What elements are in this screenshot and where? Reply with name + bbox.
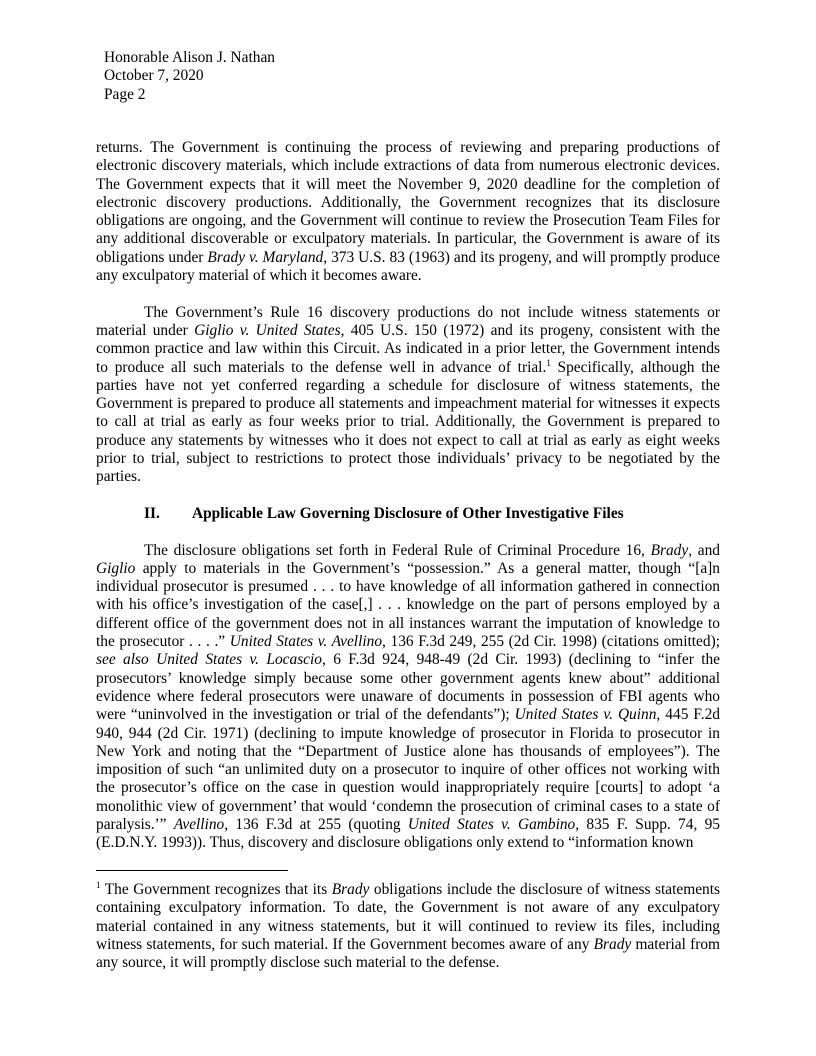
case-citation: Giglio [96,559,136,577]
case-citation: United States v. Quinn [514,706,657,724]
case-citation: Brady [593,935,632,953]
text-run: returns. The Government is continuing the process of reviewing and preparing productions of electronic discovery materials, which include extractions of data from numerous electronic devices. The Government expects that it will meet the November 9, 2020 deadline for the completion of electronic discovery productions. Additionally, the Government recognizes that its disclosure obligations are ongoing, and the Government will continue to review the Prosecution Team Files for any additional discoverable or exculpatory materials. In particular, the Government is aware of its obligations under [96,139,720,266]
date-line: October 7, 2020 [104,67,204,85]
text-run: , 835 F. Supp. 74, 95 (E.D.N.Y. 1993)). Thus, discovery and disclosure obligations only extend to “information known [96,815,720,852]
text-run: Specifically, although the parties have not yet conferred regarding a schedule for disclosure of witness statements, the Government is prepared to produce all statements and impeachment material for witnesses it expects to call at trial as early as four weeks prior to trial. Additionally, the Government is prepared to produce any statements by witnesses who it does not expect to call at trial as early as eight weeks prior to trial, subject to restrictions to protect those individuals’ privacy to be negotiated by the parties. [96,358,720,486]
case-citation: United States v. Avellino [229,633,383,651]
recipient-line: Honorable Alison J. Nathan [104,49,275,66]
footnote-marker: 1 [96,879,101,890]
footnote [96,881,720,972]
text-run: , 445 F.2d 940, 944 (2d Cir. 1971) (declining to impute knowledge of prosecutor in Florida to prosecutor in New York and noting that the “Department of Justice alone has thousands of employees”). The imposition of such “an unlimited duty on a prosecutor to inquire of other offices not working with the prosecutor’s office on the case in question would inappropriately require [courts] to adopt ‘a monolithic view of government’ that would ‘condemn the prosecution of criminal cases to a state of paralysis.’” [96,706,720,833]
section-heading [96,505,720,523]
text-run: The Government’s Rule 16 discovery productions do not include witness statements or material under [96,303,720,339]
text-run: , and [688,541,720,559]
text-run: The disclosure obligations set forth in Federal Rule of Criminal Procedure 16, [144,541,651,559]
text-run: , 6 F.3d 924, 948-49 (2d Cir. 1993) (declining to “infer the prosecutors’ knowledge simply because some other government agents knew about” additional evidence where federal prosecutors were unaware of documents in possession of FBI agents who were “uninvolved in the investigation or trial of the defendants”); [96,651,721,724]
letter-header [104,49,275,104]
text-run: , 136 F.3d 249, 255 (2d Cir. 1998) (citations omitted); [382,633,720,651]
footnote-text [96,881,720,971]
text-run: , 405 U.S. 150 (1972) and its progeny, consistent with the common practice and law within this Circuit. As indicated in a prior letter, the Government intends to produce all such materials to the defense well in advance of trial. [96,321,720,376]
section-title: Applicable Law Governing Disclosure of Other Investigative Files [192,504,624,522]
text-run: apply to materials in the Government’s “possession.” As a general matter, though “[a]n individual prosecutor is presumed . . . to have knowledge of all information gathered in connection with his office’s investigation of the case[,] . . . knowledge on the part of persons employed by a different office of the government does not in all instances warrant the imputation of knowledge to the prosecutor . . . .” [96,559,720,651]
body-paragraph [96,139,720,285]
text-run: material from any source, it will promptly disclose such material to the defense. [96,935,721,972]
case-citation: United States v. Gambino [407,815,576,833]
text-run: The Government recognizes that its [100,881,332,898]
footnote-divider [96,870,288,871]
case-citation: Avellino [173,815,225,833]
text-run: , 373 U.S. 83 (1963) and its progeny, and will promptly produce any exculpatory material of which it becomes aware. [96,248,721,285]
body-paragraph [96,304,720,487]
case-citation: Brady [331,881,370,898]
page-number-line: Page 2 [104,85,146,103]
case-citation: Giglio v. United States [194,321,341,339]
section-number: II. [144,504,160,522]
text-run: , 136 F.3d at 255 (quoting [224,815,408,833]
case-citation: see also United States v. Locascio [96,651,322,669]
footnote-reference: 1 [546,357,551,368]
case-citation: Brady [650,541,689,559]
case-citation: Brady v. Maryland [207,248,324,266]
letter-body [96,139,720,853]
text-run: obligations include the disclosure of witness statements containing exculpatory information. To date, the Government is not aware of any exculpatory material contained in any witness statements, but it will continued to review its files, including witness statements, for such material. If the Government becomes aware of any [96,881,720,953]
body-paragraph [96,542,720,853]
